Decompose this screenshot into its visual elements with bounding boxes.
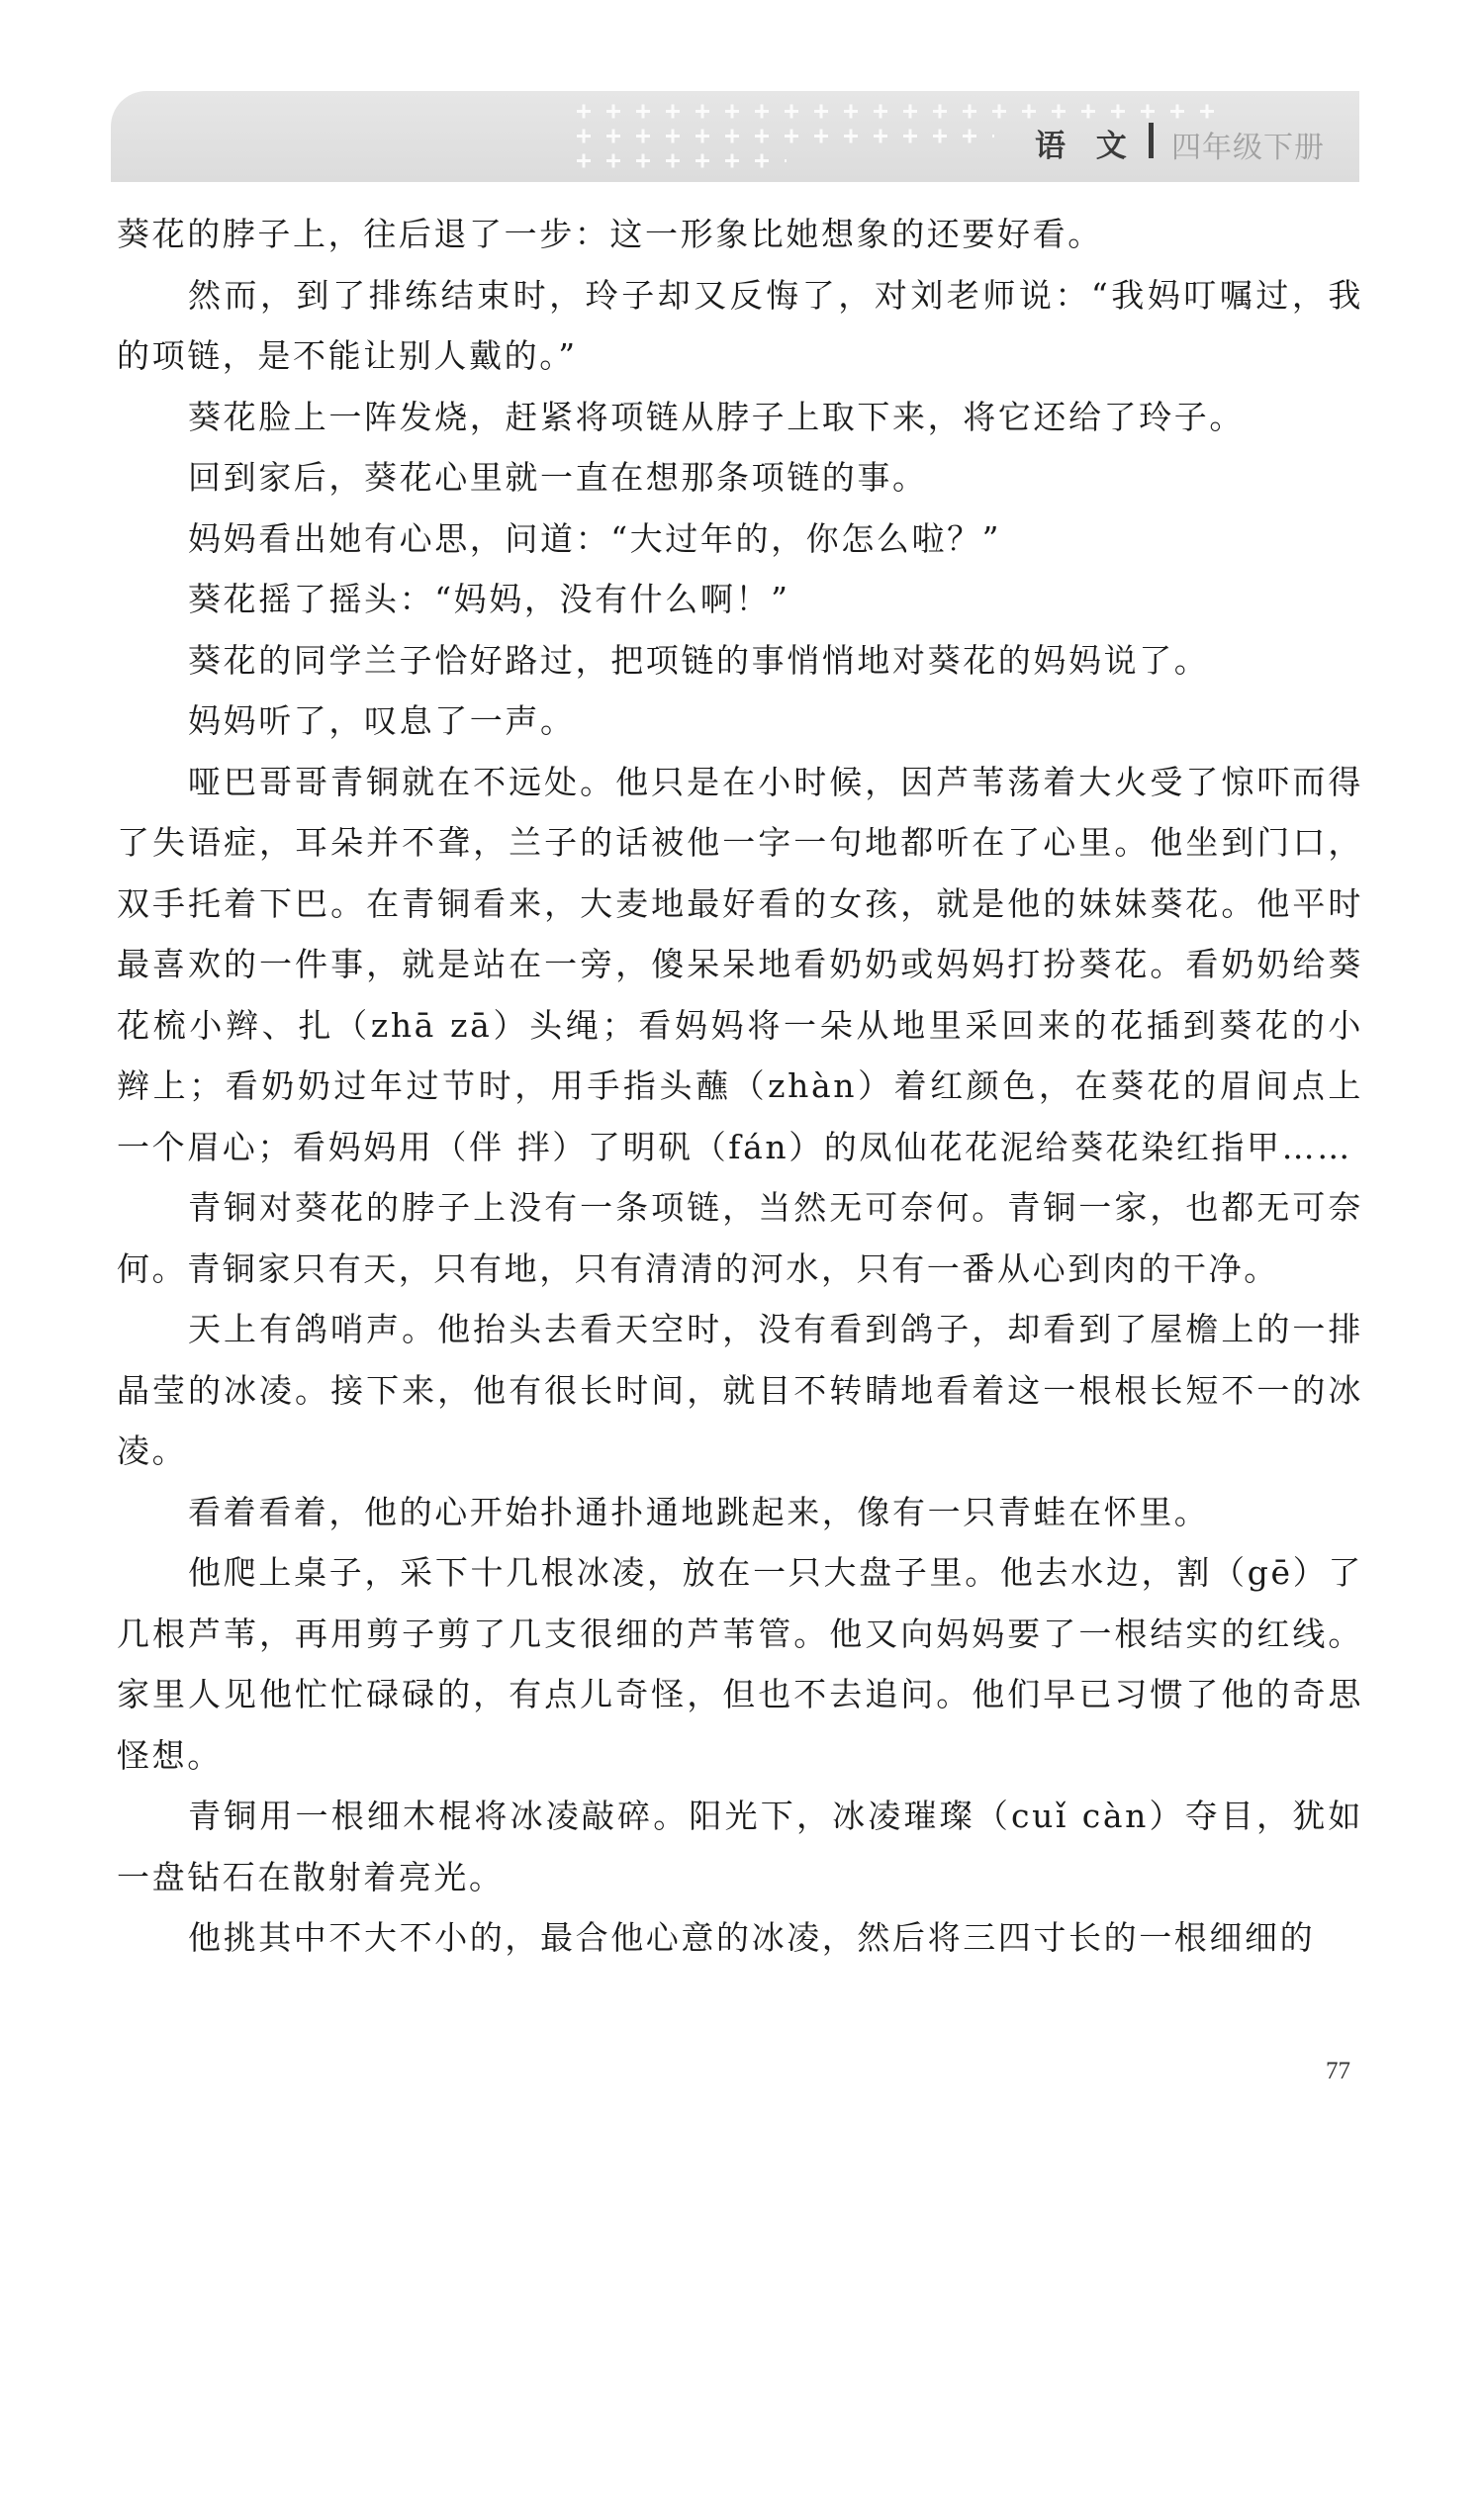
header-plus-pattern (0, 0, 1484, 198)
paragraph: 看着看着，他的心开始扑通扑通地跳起来，像有一只青蛙在怀里。 (188, 1492, 1210, 1531)
header-separator (1149, 123, 1154, 158)
paragraph: 哑巴哥哥青铜就在不远处。他只是在小时候，因芦苇荡着大火受了惊吓而得了失语症，耳朵并不聋，兰子的话被他一字一句地都听在了心里。他坐到门口，双手托着下巴。在青铜看来，大麦地最好看的女孩，就是他的妹妹葵花。他平时最喜欢的一件事，就是站在一旁，傻呆呆地看奶奶或妈妈打扮葵花。看奶奶给葵花梳小辫、扎（zhā zā）头绳；看妈妈将一朵从地里采回来的花插到葵花的小辫上；看奶奶过年过节时，用手指头蘸（zhàn）着红颜色，在葵花的眉间点上一个眉心；看妈妈用（伴 拌）了明矾（fán）的凤仙花花泥给葵花染红指甲…… (117, 762, 1363, 1166)
body-text (117, 204, 1363, 1969)
paragraph: 然而，到了排练结束时，玲子却又反悔了，对刘老师说：“我妈叮嘱过，我的项链，是不能让别人戴的。” (117, 275, 1363, 375)
paragraph: 天上有鸽哨声。他抬头去看天空时，没有看到鸽子，却看到了屋檐上的一排晶莹的冰凌。接下来，他有很长时间，就目不转睛地看着这一根根长短不一的冰凌。 (117, 1310, 1363, 1470)
page-number: 77 (1326, 2058, 1350, 2084)
paragraph: 葵花的脖子上，往后退了一步：这一形象比她想象的还要好看。 (117, 215, 1103, 253)
paragraph: 他爬上桌子，采下十几根冰凌，放在一只大盘子里。他去水边，割（gē）了几根芦苇，再用剪子剪了几支很细的芦苇管。他又向妈妈要了一根结实的红线。家里人见他忙忙碌碌的，有点儿奇怪，但也不去追问。他们早已习惯了他的奇思怪想。 (117, 1553, 1363, 1775)
paragraph: 葵花的同学兰子恰好路过，把项链的事悄悄地对葵花的妈妈说了。 (188, 640, 1210, 680)
header-grade: 四年级下册 (1171, 131, 1325, 165)
paragraph: 葵花脸上一阵发烧，赶紧将项链从脖子上取下来，将它还给了玲子。 (188, 397, 1245, 436)
paragraph: 回到家后，葵花心里就一直在想那条项链的事。 (188, 458, 928, 497)
paragraph: 葵花摇了摇头：“妈妈，没有什么啊！” (188, 580, 790, 618)
header-subject: 语 文 (1035, 129, 1137, 164)
paragraph: 青铜用一根细木棍将冰凌敲碎。阳光下，冰凌璀璨（cuǐ càn）夺目，犹如一盘钻石在散射着亮光。 (117, 1797, 1363, 1896)
paragraph: 妈妈听了，叹息了一声。 (188, 701, 576, 740)
paragraph: 青铜对葵花的脖子上没有一条项链，当然无可奈何。青铜一家，也都无可奈何。青铜家只有天，只有地，只有清清的河水，只有一番从心到肉的干净。 (117, 1188, 1363, 1288)
paragraph: 他挑其中不大不小的，最合他心意的冰凌，然后将三四寸长的一根细细的 (188, 1918, 1316, 1957)
paragraph: 妈妈看出她有心思，问道：“大过年的，你怎么啦？” (188, 518, 1002, 558)
